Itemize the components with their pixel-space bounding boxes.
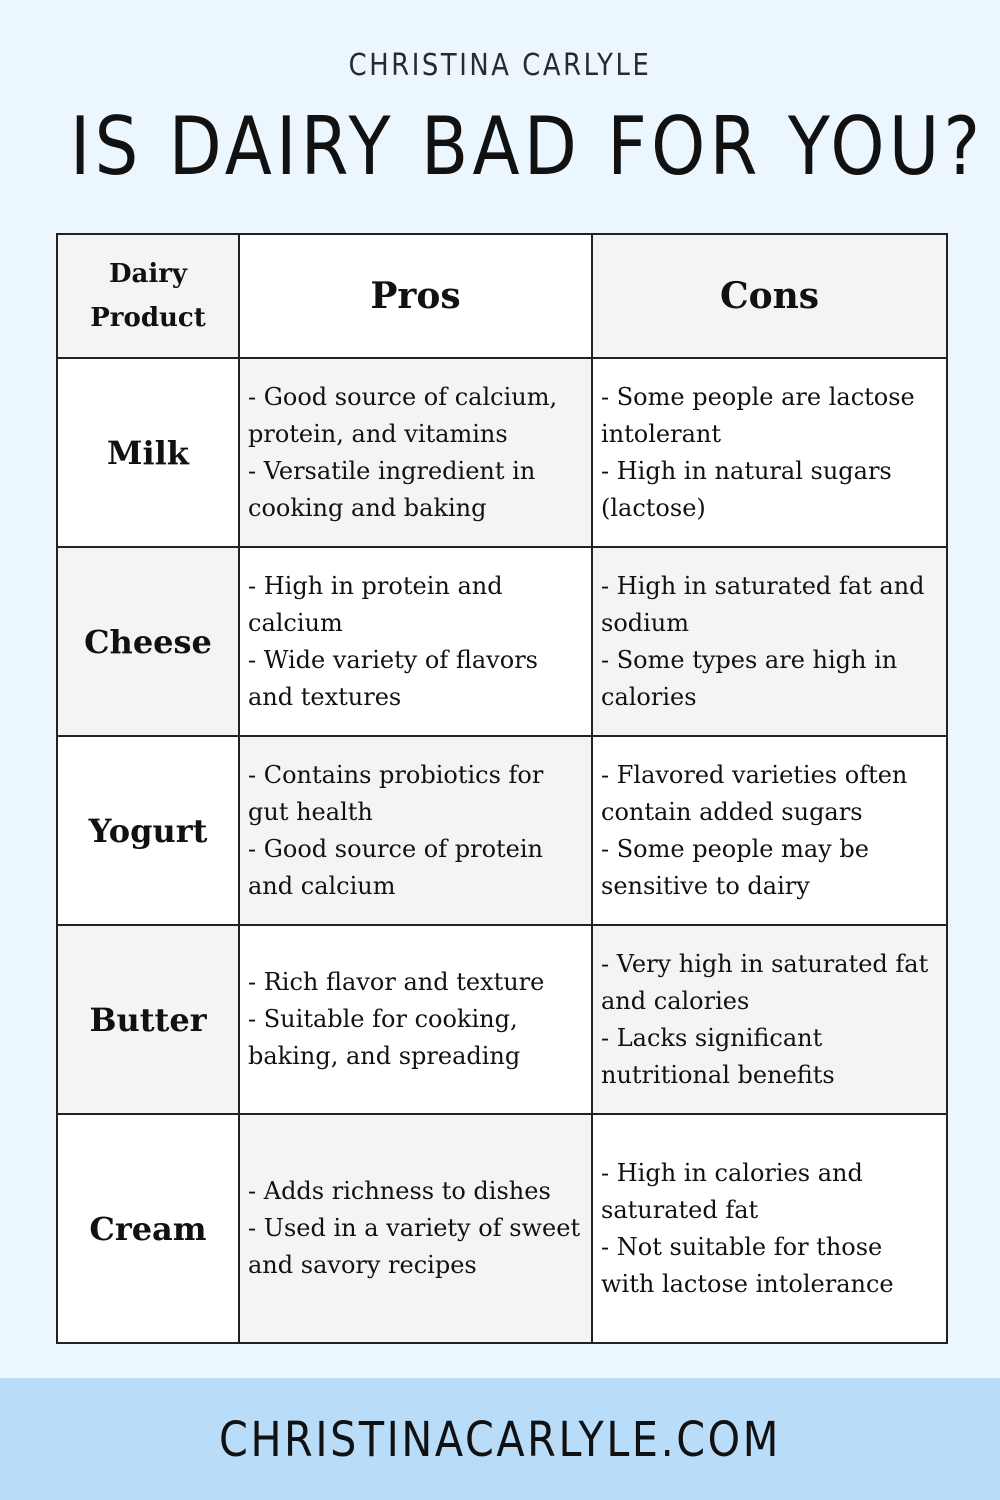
brand-name: CHRISTINA CARLYLE — [348, 48, 652, 83]
page-title: IS DAIRY BAD FOR YOU? — [70, 100, 985, 193]
pros-cell: - High in protein and calcium - Wide variety of flavors and textures — [239, 547, 592, 736]
table-row — [57, 547, 947, 736]
footer-banner — [0, 1378, 1000, 1500]
dairy-pros-cons-table — [56, 233, 948, 1344]
pros-cell: - Rich flavor and texture - Suitable for cooking, baking, and spreading — [239, 925, 592, 1114]
cons-cell: - Some people are lactose intolerant - High in natural sugars (lactose) — [592, 358, 947, 547]
cons-cell: - Very high in saturated fat and calories - Lacks significant nutritional benefits — [592, 925, 947, 1114]
cons-cell: - High in saturated fat and sodium - Some types are high in calories — [592, 547, 947, 736]
header-dairy-product — [57, 234, 239, 358]
header-product-line2: Product — [90, 303, 206, 333]
header-pros: Pros — [239, 234, 592, 358]
product-name: Milk — [57, 358, 239, 547]
comparison-table-container — [56, 233, 946, 1344]
product-name: Yogurt — [57, 736, 239, 925]
pros-cell: - Adds richness to dishes - Used in a variety of sweet and savory recipes — [239, 1114, 592, 1343]
table-header-row — [57, 234, 947, 358]
cons-cell: - High in calories and saturated fat - Not suitable for those with lactose intolerance — [592, 1114, 947, 1343]
cons-cell: - Flavored varieties often contain added sugars - Some people may be sensitive to dairy — [592, 736, 947, 925]
table-row — [57, 736, 947, 925]
table-row — [57, 925, 947, 1114]
table-row — [57, 1114, 947, 1343]
table-row — [57, 358, 947, 547]
header-product-line1: Dairy — [108, 259, 188, 289]
header-cons: Cons — [592, 234, 947, 358]
pros-cell: - Good source of calcium, protein, and vitamins - Versatile ingredient in cooking and baking — [239, 358, 592, 547]
product-name: Butter — [57, 925, 239, 1114]
product-name: Cream — [57, 1114, 239, 1343]
website-url[interactable]: CHRISTINACARLYLE.COM — [219, 1412, 781, 1468]
pros-cell: - Contains probiotics for gut health - Good source of protein and calcium — [239, 736, 592, 925]
product-name: Cheese — [57, 547, 239, 736]
